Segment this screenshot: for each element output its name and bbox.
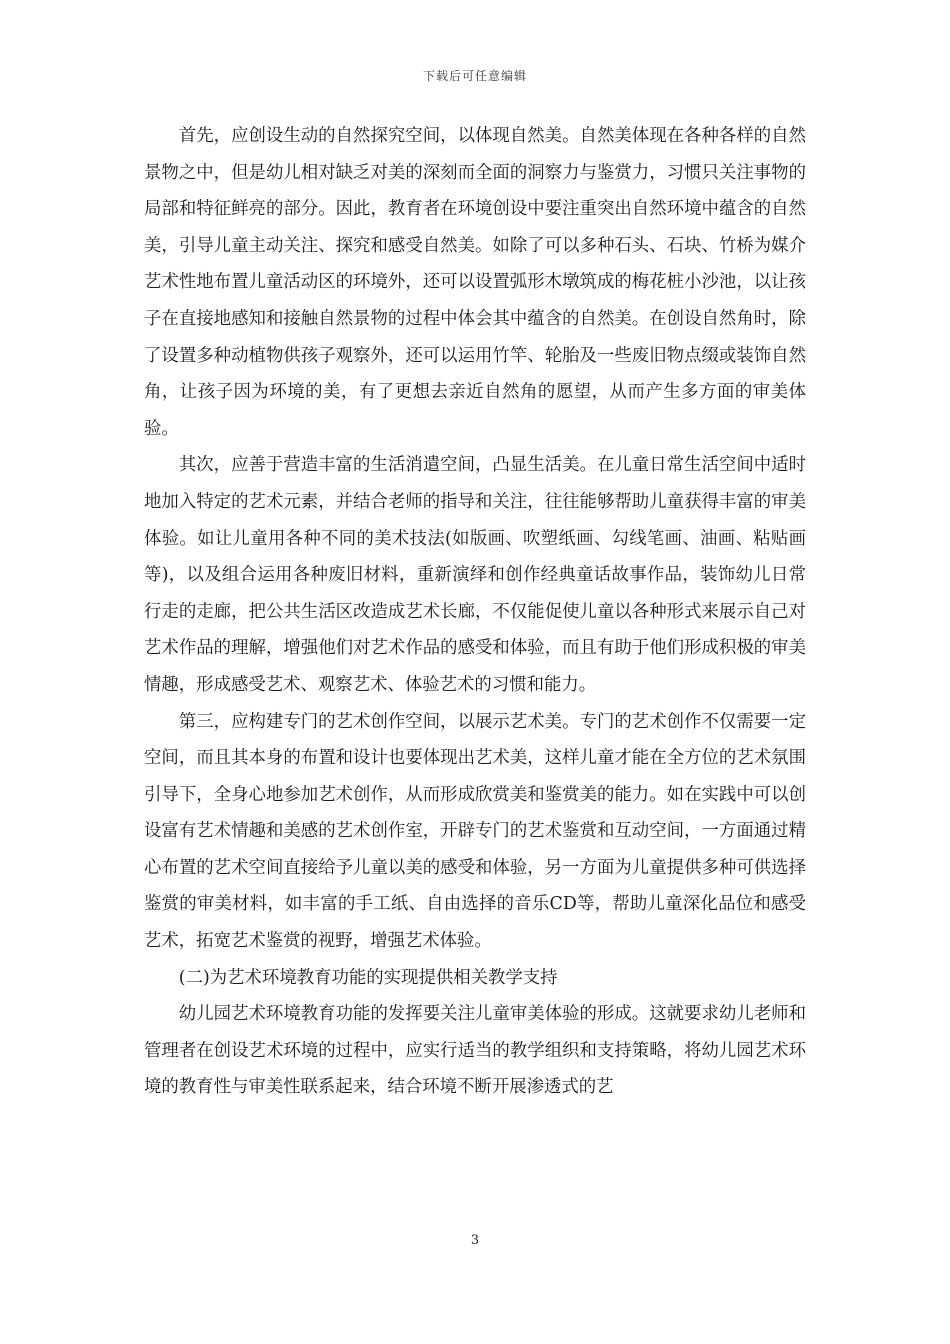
section-subheading: (二)为艺术环境教育功能的实现提供相关教学支持: [178, 967, 558, 988]
paragraph-art-creation-space: 第三，应构建专门的艺术创作空间，以展示艺术美。专门的艺术创作不仅需要一定空间，而且其本身的布置和设计也要体现出艺术美，这样儿童才能在全方位的艺术氛围引导下，全身心地参加艺术创作，从而形成欣赏美和鉴赏美的能力。如在实践中可以创设富有艺术情趣和美感的艺术创作室，开辟专门的艺术鉴赏和互动空间，一方面通过精心布置的艺术空间直接给予儿童以美的感受和体验，另一方面为儿童提供多种可供选择鉴赏的审美材料，如丰富的手工纸、自由选择的音乐CD等，帮助儿童深化品位和感受艺术，拓宽艺术鉴赏的视野，增强艺术体验。: [144, 711, 806, 952]
paragraph-natural-space: 首先，应创设生动的自然探究空间，以体现自然美。自然美体现在各种各样的自然景物之中，但是幼儿相对缺乏对美的深刻而全面的洞察力与鉴赏力，习惯只关注事物的局部和特征鲜亮的部分。因此，教育者在环境创设中要注重突出自然环境中蕴含的自然美，引导儿童主动关注、探究和感受自然美。如除了可以多种石头、石块、竹桥为媒介艺术性地布置儿童活动区的环境外，还可以设置弧形木墩筑成的梅花桩小沙池，以让孩子在直接地感知和接触自然景物的过程中体会其中蕴含的自然美。在创设自然角时，除了设置多种动植物供孩子观察外，还可以运用竹竿、轮胎及一些废旧物点缀或装饰自然角，让孩子因为环境的美，有了更想去亲近自然角的愿望，从而产生多方面的审美体验。: [144, 126, 806, 439]
paragraph-living-space: 其次，应善于营造丰富的生活消遣空间，凸显生活美。在儿童日常生活空间中适时地加入特定的艺术元素，并结合老师的指导和关注，往往能够帮助儿童获得丰富的审美体验。如让儿童用各种不同的美术技法(如版画、吹塑纸画、勾线笔画、油画、粘贴画等)，以及组合运用各种废旧材料，重新演绎和创作经典童话故事作品，装饰幼儿日常行走的走廊，把公共生活区改造成艺术长廊，不仅能促使儿童以各种形式来展示自己对艺术作品的理解，增强他们对艺术作品的感受和体验，而且有助于他们形成积极的审美情趣，形成感受艺术、观察艺术、体验艺术的习惯和能力。: [144, 455, 806, 695]
page-header: 下载后可任意编辑: [422, 69, 527, 83]
paragraph-teaching-support: 幼儿园艺术环境教育功能的发挥要关注儿童审美体验的形成。这就要求幼儿老师和管理者在创设艺术环境的过程中，应实行适当的教学组织和支持策略，将幼儿园艺术环境的教育性与审美性联系起来，结合环境不断开展渗透式的艺: [144, 1004, 806, 1098]
document-body: [144, 118, 806, 1106]
page-number: 3: [470, 1233, 480, 1248]
